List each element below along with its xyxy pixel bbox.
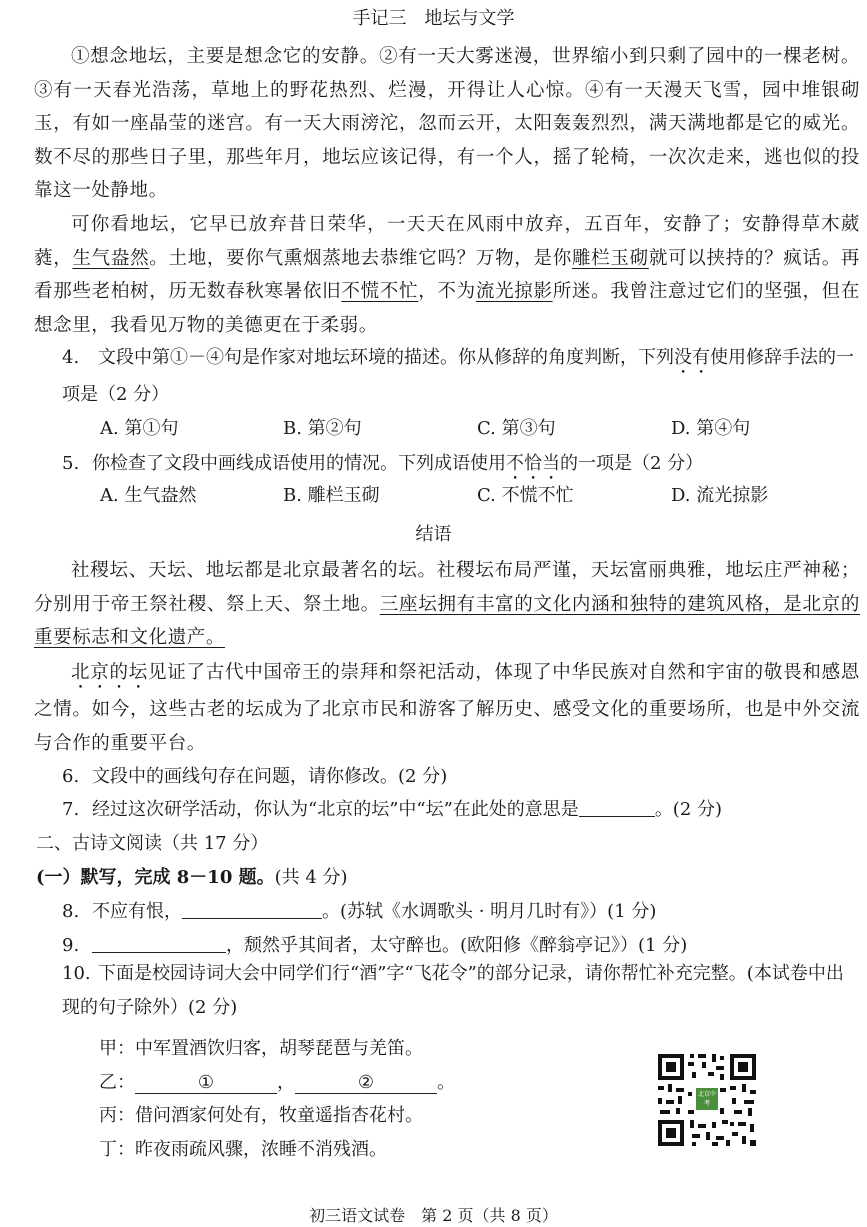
- question-7: 7. 经过这次研学活动，你认为“北京的坛”中“坛”在此处的意思是 。(2 分): [62, 799, 723, 820]
- q4-option-c[interactable]: C. 第③句: [477, 418, 556, 439]
- question-5: 5. 你检查了文段中画线成语使用的情况。下列成语使用不恰当的一项是（2 分）: [62, 453, 704, 474]
- idiom-liuguang: 流光掠影: [475, 281, 553, 303]
- record-ding: 丁：昨夜雨疏风骤，浓睡不消残酒。: [99, 1139, 387, 1160]
- question-8: 8. 不应有恨， 。(苏轼《水调歌头 · 明月几时有》）(1 分): [62, 901, 657, 922]
- part-2-title: 二、古诗文阅读（共 17 分）: [36, 833, 269, 854]
- idiom-shengqi: 生气盎然: [72, 247, 150, 269]
- q9-answer-blank[interactable]: [92, 934, 226, 953]
- question-4: 4. 文段中第①－④句是作家对地坛环境的描述。你从修辞的角度判断，下列没有使用修辞手法的一项是（2 分）: [62, 347, 854, 405]
- q4-option-a[interactable]: A. 第①句: [100, 418, 179, 439]
- subsection-1-title: (一）默写，完成 8－10 题。(共 4 分): [36, 867, 348, 888]
- q10-blank-1[interactable]: ①: [135, 1072, 277, 1094]
- page-footer: 初三语文试卷 第 2 页（共 8 页）: [309, 1206, 558, 1225]
- record-yi: 乙： ① ， ② 。: [99, 1072, 455, 1093]
- record-bing: 丙：借问酒家何处有，牧童遥指杏花村。: [99, 1105, 423, 1126]
- emphasis-buqiadang: 不恰当: [506, 453, 560, 474]
- q5-option-b[interactable]: B. 雕栏玉砌: [283, 485, 380, 506]
- section-title: 手记三 地坛与文学: [352, 8, 515, 29]
- underlined-sentence: 三座坛拥有丰富的文化内涵和独特的建筑风格，是北京的重要标志和文化遗产。: [34, 593, 860, 649]
- qr-badge-label: 北京中考: [698, 1091, 716, 1107]
- q5-option-d[interactable]: D. 流光掠影: [671, 485, 769, 506]
- q8-answer-blank[interactable]: [182, 900, 322, 919]
- idiom-buhuang: 不慌不忙: [341, 281, 419, 303]
- q4-option-d[interactable]: D. 第④句: [671, 418, 751, 439]
- conclusion-title: 结语: [415, 524, 452, 545]
- conclusion-paragraph-2: 北京的坛见证了古代中国帝王的崇拜和祭祀活动，体现了中华民族对自然和宇宙的敬畏和感恩之情。如今，这些古老的坛成为了北京市民和游客了解历史、感受文化的重要场所，也是中外交流与合作的重要平台。: [34, 662, 861, 754]
- emphasis-meiyou: 没有: [674, 347, 710, 368]
- record-jia: 甲：中军置酒饮归客，胡琴琵琶与羌笛。: [99, 1038, 423, 1059]
- q10-blank-2[interactable]: ②: [295, 1072, 437, 1094]
- q5-option-a[interactable]: A. 生气盎然: [100, 485, 197, 506]
- passage-paragraph-1: ①想念地坛，主要是想念它的安静。②有一天大雾迷漫，世界缩小到只剩了园中的一棵老树。③有一天春光浩荡，草地上的野花热烈、烂漫，开得让人心惊。④有一天漫天飞雪，园中堆银砌玉，有如一座晶莹的迷宫。有一天大雨滂沱，忽而云开，太阳轰轰烈烈，满天满地都是它的威光。数不尽的那些日子里，那些年月，地坛应该记得，有一个人，摇了轮椅，一次次走来，逃也似的投靠这一处静地。: [34, 46, 860, 202]
- conclusion-paragraph-1: 社稷坛、天坛、地坛都是北京最著名的坛。社稷坛布局严谨，天坛富丽典雅，地坛庄严神秘；分别用于帝王祭社稷、祭上天、祭土地。三座坛拥有丰富的文化内涵和独特的建筑风格，是北京的重要标志和文化遗产。: [34, 560, 860, 649]
- q5-option-c[interactable]: C. 不慌不忙: [477, 485, 574, 506]
- question-9: 9. ，颓然乎其间者，太守醉也。(欧阳修《醉翁亭记》）(1 分): [62, 935, 688, 956]
- passage-paragraph-2: 可你看地坛，它早已放弃昔日荣华，一天天在风雨中放弃，五百年，安静了；安静得草木葳蕤，生气盎然。土地，要你气熏烟蒸地去恭维它吗？万物，是你雕栏玉砌就可以挟持的？疯话。再看那些老柏树，历无数春秋寒暑依旧不慌不忙，不为流光掠影所迷。我曾注意过它们的坚强，但在想念里，我看见万物的美德更在于柔弱。: [34, 214, 861, 336]
- idiom-diaolan: 雕栏玉砌: [571, 247, 649, 269]
- q4-option-b[interactable]: B. 第②句: [283, 418, 362, 439]
- q7-answer-blank[interactable]: [579, 798, 655, 817]
- question-10: 10. 下面是校园诗词大会中同学们行“酒”字“飞花令”的部分记录，请你帮忙补充完整。(本试卷中出现的句子除外）(2 分): [62, 963, 844, 1018]
- emphasis-beijing-de-tan: 北京的坛: [71, 662, 148, 683]
- question-6: 6. 文段中的画线句存在问题，请你修改。(2 分): [62, 766, 448, 787]
